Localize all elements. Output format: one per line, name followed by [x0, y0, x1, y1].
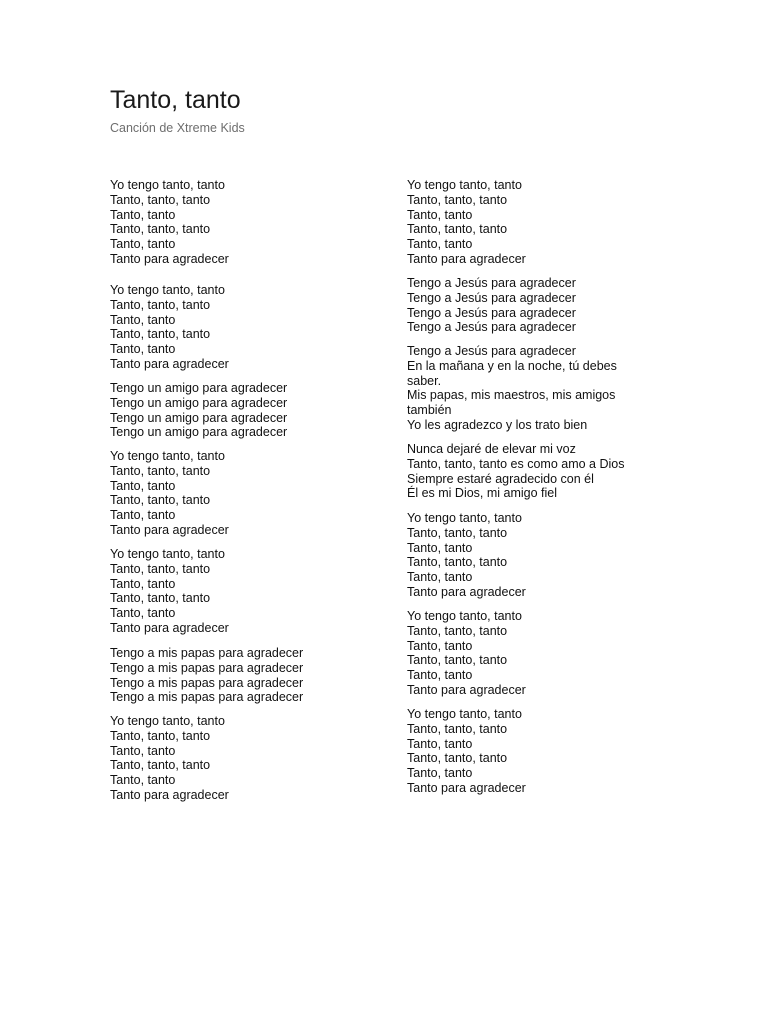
- lyric-line: Yo tengo tanto, tanto: [110, 547, 225, 561]
- lyric-line: también: [407, 403, 452, 418]
- stanza: [110, 714, 370, 803]
- lyric-line: Tanto, tanto: [407, 207, 473, 222]
- lyric-line: Tanto para agradecer: [110, 356, 229, 371]
- lyric-line: Tengo un amigo para agradecer: [110, 395, 288, 410]
- stanza: [407, 276, 657, 335]
- lyric-line: Tanto, tanto, tanto: [407, 653, 508, 668]
- lyric-line: Tanto, tanto: [407, 638, 473, 653]
- lyric-line: Tanto, tanto, tanto: [110, 327, 211, 342]
- lyric-line: Tanto, tanto, tanto: [110, 493, 211, 508]
- lyric-line: Tanto, tanto, tanto: [110, 222, 211, 237]
- lyric-line: Tengo a Jesús para agradecer: [407, 276, 576, 290]
- lyric-line: Tanto, tanto, tanto: [110, 463, 211, 478]
- lyric-line: Tanto, tanto, tanto: [110, 192, 211, 207]
- lyric-line: Nunca dejaré de elevar mi voz: [407, 442, 576, 456]
- stanza: [407, 442, 657, 501]
- lyric-line: En la mañana y en la noche, tú debes: [407, 358, 617, 373]
- lyric-line: Tanto, tanto, tanto: [407, 192, 508, 207]
- lyric-line: Tanto para agradecer: [407, 584, 526, 599]
- lyric-line: Tanto, tanto, tanto: [110, 561, 211, 576]
- lyric-line: Tengo a Jesús para agradecer: [407, 305, 576, 320]
- lyric-line: Tanto, tanto: [110, 743, 176, 758]
- lyric-line: Tanto para agradecer: [110, 787, 229, 802]
- lyric-line: Yo tengo tanto, tanto: [110, 178, 225, 192]
- lyric-line: Tanto, tanto: [407, 237, 473, 252]
- page-subtitle: Canción de Xtreme Kids: [110, 121, 245, 135]
- lyric-line: Él es mi Dios, mi amigo fiel: [407, 486, 558, 501]
- lyric-line: Tanto, tanto, tanto: [407, 525, 508, 540]
- stanza: [407, 178, 657, 267]
- lyric-line: Tanto para agradecer: [110, 620, 229, 635]
- lyric-line: Yo tengo tanto, tanto: [407, 707, 522, 721]
- lyric-line: Tanto para agradecer: [110, 251, 229, 266]
- lyric-line: Yo tengo tanto, tanto: [407, 511, 522, 525]
- lyric-line: Siempre estaré agradecido con él: [407, 471, 594, 486]
- lyric-line: Tanto para agradecer: [407, 780, 526, 795]
- lyric-line: Tanto, tanto: [110, 207, 176, 222]
- lyric-line: Tanto para agradecer: [110, 522, 229, 537]
- lyric-line: Tengo a mis papas para agradecer: [110, 690, 304, 705]
- lyric-line: Tanto, tanto: [110, 508, 176, 523]
- lyric-line: Tanto, tanto, tanto: [407, 555, 508, 570]
- lyric-line: Tanto, tanto: [110, 606, 176, 621]
- stanza: [407, 707, 657, 796]
- lyric-line: Tanto, tanto, tanto: [407, 751, 508, 766]
- lyric-line: Tanto, tanto: [110, 773, 176, 788]
- lyric-line: Tengo a mis papas para agradecer: [110, 660, 304, 675]
- lyric-line: Tanto, tanto, tanto: [407, 721, 508, 736]
- lyric-line: Tengo a Jesús para agradecer: [407, 344, 576, 358]
- lyric-line: saber.: [407, 373, 442, 388]
- stanza: [110, 646, 370, 705]
- lyric-line: Tanto, tanto, tanto: [407, 222, 508, 237]
- stanza: [110, 547, 370, 636]
- lyric-line: Tengo a mis papas para agradecer: [110, 675, 304, 690]
- lyric-line: Tanto, tanto: [110, 342, 176, 357]
- lyric-line: Tanto, tanto, tanto: [407, 623, 508, 638]
- lyric-line: Tengo a Jesús para agradecer: [407, 320, 576, 335]
- lyric-line: Tanto, tanto: [407, 570, 473, 585]
- lyric-line: Yo tengo tanto, tanto: [110, 714, 225, 728]
- lyric-line: Tanto, tanto, tanto: [110, 297, 211, 312]
- lyric-line: Tanto, tanto, tanto: [110, 758, 211, 773]
- lyric-line: Yo les agradezco y los trato bien: [407, 417, 588, 432]
- lyric-line: Tanto, tanto: [407, 766, 473, 781]
- lyric-line: Tanto, tanto: [110, 237, 176, 252]
- lyric-line: Mis papas, mis maestros, mis amigos: [407, 388, 616, 403]
- lyric-line: Tanto, tanto, tanto: [110, 728, 211, 743]
- lyric-line: Yo tengo tanto, tanto: [110, 449, 225, 463]
- stanza: [407, 511, 657, 600]
- stanza: [110, 381, 370, 440]
- lyric-line: Tengo un amigo para agradecer: [110, 410, 288, 425]
- lyric-line: Tengo a mis papas para agradecer: [110, 646, 304, 660]
- stanza: [110, 449, 370, 538]
- lyric-line: Yo tengo tanto, tanto: [407, 178, 522, 192]
- lyric-line: Tengo un amigo para agradecer: [110, 381, 288, 395]
- lyric-line: Tanto para agradecer: [407, 682, 526, 697]
- stanza: [110, 283, 370, 372]
- stanza: [407, 344, 657, 433]
- page-title: Tanto, tanto: [110, 86, 241, 114]
- lyric-line: Tanto, tanto: [110, 576, 176, 591]
- lyric-line: Yo tengo tanto, tanto: [407, 609, 522, 623]
- lyric-line: Tanto, tanto, tanto: [110, 591, 211, 606]
- stanza: [407, 609, 657, 698]
- stanza: [110, 178, 370, 267]
- lyric-line: Tanto, tanto: [407, 540, 473, 555]
- lyric-line: Tengo un amigo para agradecer: [110, 425, 288, 440]
- lyric-line: Tengo a Jesús para agradecer: [407, 290, 576, 305]
- lyric-line: Yo tengo tanto, tanto: [110, 283, 225, 297]
- lyric-line: Tanto, tanto: [110, 478, 176, 493]
- lyric-line: Tanto, tanto, tanto es como amo a Dios: [407, 456, 625, 471]
- lyric-line: Tanto, tanto: [407, 736, 473, 751]
- lyric-line: Tanto, tanto: [407, 668, 473, 683]
- lyric-line: Tanto, tanto: [110, 312, 176, 327]
- lyric-line: Tanto para agradecer: [407, 251, 526, 266]
